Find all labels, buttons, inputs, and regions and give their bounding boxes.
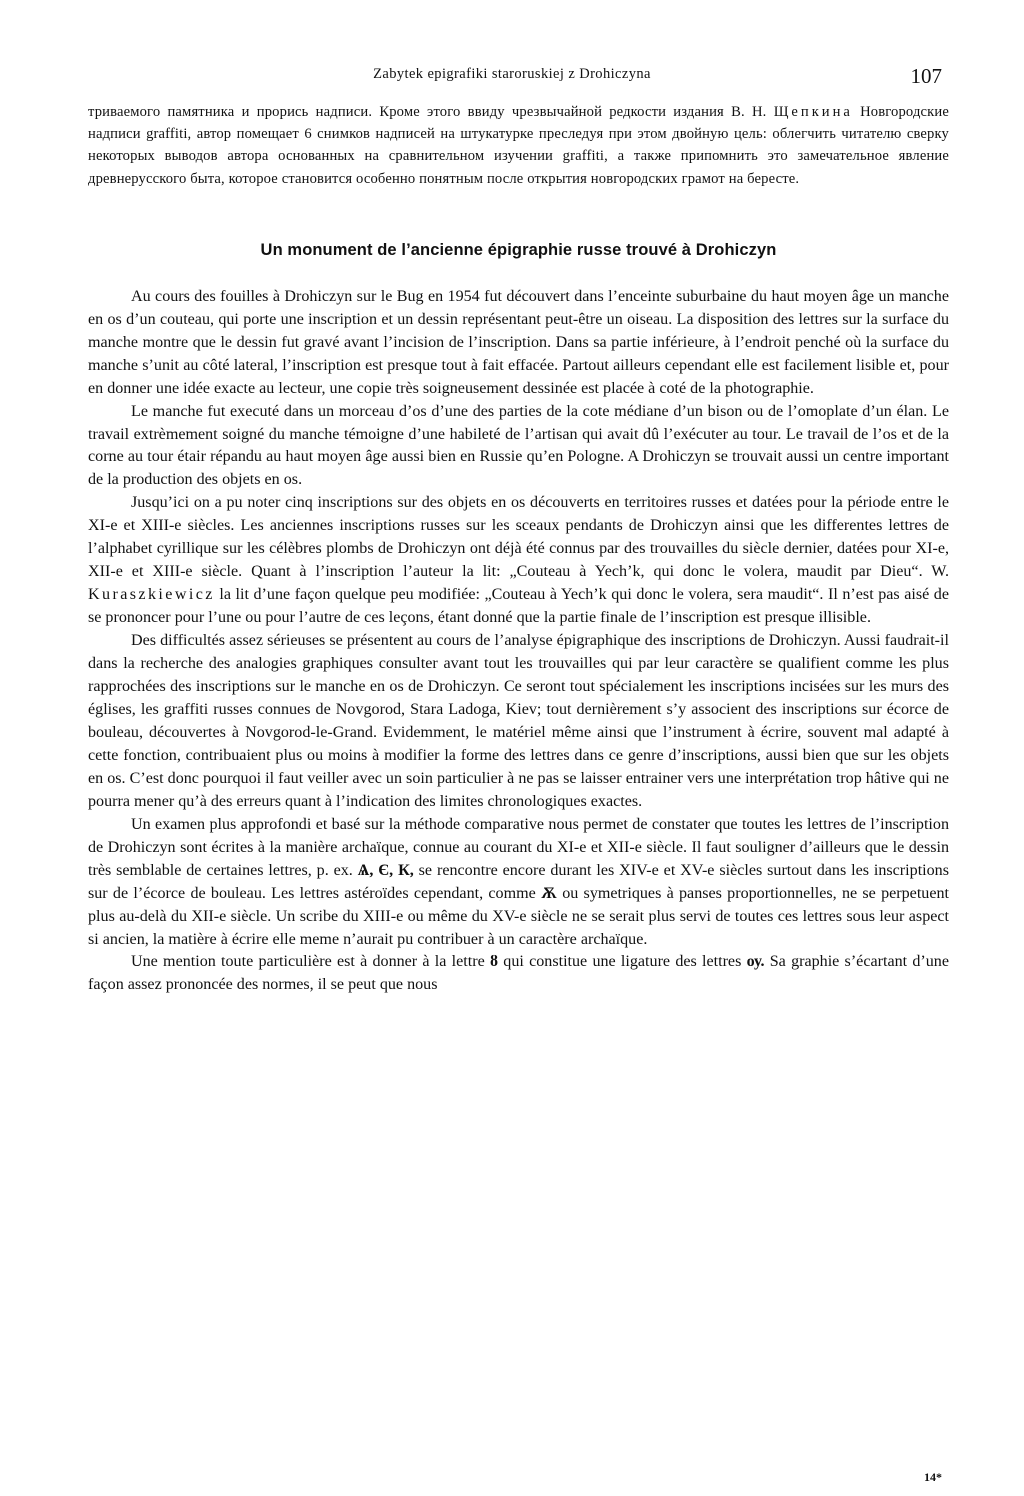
cyrillic-letters-sample: Ѧ, Є, К, [357, 861, 414, 879]
russian-text-part2: Новгородские надписи graffiti, автор помещает 6 снимков надписей на штукатурке преследуя при этом двойную цель: облегчить читателю сверку некоторых выводов автора основанных на сравнительном изучении graffiti, а также припомнить это замечательное явление древнерусского быта, которое становится особенно понятным после открытия новгородских грамот на бересте. [88, 104, 949, 187]
cyrillic-ligature-letter: ȣ [489, 953, 499, 971]
french-p6-text-b: qui constitue une ligature des lettres [498, 953, 747, 971]
russian-text-part1: триваемого памятника и прорись надписи. Кроме этого ввиду чрезвычайной редкости издания В. Н. [88, 104, 774, 120]
page-number: 107 [910, 64, 942, 88]
french-p3-author: Kuraszkiewicz [88, 586, 215, 604]
running-header [0, 64, 1024, 88]
french-p5-text-b: se rencontre encore durant les XIV-e et XV-e siècles surtout dans les inscriptions sur de l’écorce de bouleau. Les lettres astéroïdes cependant, comme [88, 861, 949, 902]
cyrillic-ligature-components: оу. [746, 953, 765, 971]
section-title: Un monument de l’ancienne épigraphie russe trouvé à Drohiczyn [260, 240, 777, 259]
printer-signature: 14* [924, 1470, 942, 1484]
french-paragraph-1: Au cours des fouilles à Drohiczyn sur le Bug en 1954 fut découvert dans l’enceinte suburbaine du haut moyen âge un manche en os d’un couteau, qui porte une inscription et un dessin représentant peut-être un oiseau. La disposition des lettres sur la surface du manche montre que le dessin fut gravé avant l’incision de l’inscription. Dans sa partie inférieure, à l’endroit penché où la surface du manche s’unit au côté lateral, l’inscription est presque tout à fait effacée. Partout ailleurs cependant elle est facilement lisible et, pour en donner une idée exacte au lecteur, une copie très soigneusement dessinée est placée à coté de la photographie. [88, 287, 949, 397]
french-p3-text-b: la lit d’une façon quelque peu modifiée: „Couteau à Yech’k qui donc le volera, sera maudit“. Il n’est pas aisé de se prononcer pour l’une ou pour l’autre de ces leçons, étant donné que la partie finale de l’inscription est presque illisible. [88, 586, 949, 627]
french-paragraph-3 [88, 492, 949, 630]
french-p6-text-a: Une mention toute particulière est à donner à la lettre [131, 953, 490, 971]
french-paragraph-5 [88, 814, 949, 952]
french-p5-text-c: ou symetriques à panses proportionnelles, ne se perpetuent plus au-delà du XII-e siècle. Un scribe du XIII-e ou même du XV-e siècle ne se serait plus servi de toutes ces lettres sous leur aspect si ancien, la matière à écrire elle meme n’aurait pu contribuer à un caractère archaïque. [88, 884, 949, 948]
french-paragraph-4: Des difficultés assez sérieuses se présentent au cours de l’analyse épigraphique des inscriptions de Drohiczyn. Aussi faudrait-il dans la recherche des analogies graphiques consulter avant tout les trouvailles qui par leur caractère se qualifient comme les plus rapprochées des inscriptions sur le manche en os de Drohiczyn. Ce seront tout spécialement les inscriptions incisées sur les murs des églises, les graffiti russes connues de Novgorod, Stara Ladoga, Kiev; tout dernièrement s’y associent des inscriptions sur écorce de bouleau, découvertes à Novgorod-le-Grand. Evidemment, le matériel même ainsi que l’instrument à écrire, souvent mal adapté à cette fonction, contribuaient plus ou moins à modifier la forme des lettres dans ce genre d’inscriptions, aussi bien que sur les objets en os. C’est donc pourquoi il faut veiller avec un soin particulier à ne pas se laisser entrainer vers une interprétation trop hâtive qui ne pourra mener qu’à des erreurs quant à l’indication des limites chronologiques exactes. [88, 632, 949, 810]
russian-author-name: Щепкина [773, 104, 853, 120]
french-p3-text-a: Jusqu’ici on a pu noter cinq inscriptions sur des objets en os découverts en territoires russes et datées pour la période entre le XI-e et XIII-e siècles. Les anciennes inscriptions russes sur les sceaux pendants de Drohiczyn ainsi que les differentes lettres de l’alphabet cyrillique sur les célèbres plombs de Drohiczyn ont déjà été connus par des trouvailles du siècle dernier, datées pour XI-e, XII-e et XIII-e siècle. Quant à l’inscription l’auteur la lit: „Couteau à Yech’k, qui donc le volera, maudit par Dieu“. W. [88, 494, 949, 581]
french-p6-text-c: Sa graphie s’écartant d’une façon assez prononcée des normes, il se peut que nous [88, 953, 949, 994]
russian-paragraph [88, 101, 949, 190]
french-paragraph-2: Le manche fut executé dans un morceau d’os d’une des parties de la cote médiane d’un bison ou de l’omoplate d’un élan. Le travail extrèmement soigné du manche témoigne d’une habileté de l’artisan qui avait dû l’exécuter au tour. Le travail de l’os et de la corne au tour étair répandu au haut moyen âge aussi bien en Russie qu’en Pologne. A Drohiczyn se trouvait aussi un centre important de la production des objets en os. [88, 402, 949, 489]
page-body [88, 101, 949, 997]
cyrillic-asteroid-letter: Ѫ [541, 884, 557, 902]
running-title: Zabytek epigrafiki staroruskiej z Drohiczyna [373, 66, 651, 82]
french-p5-text-a: Un examen plus approfondi et basé sur la méthode comparative nous permet de constater que toutes les lettres de l’inscription de Drohiczyn sont écrites à la manière archaïque, connue au courant du XI-e et XII-e siècle. Il faut souligner d’ailleurs que le dessin très semblable de certaines lettres, p. ex. [88, 815, 949, 879]
french-paragraph-6 [88, 951, 949, 997]
